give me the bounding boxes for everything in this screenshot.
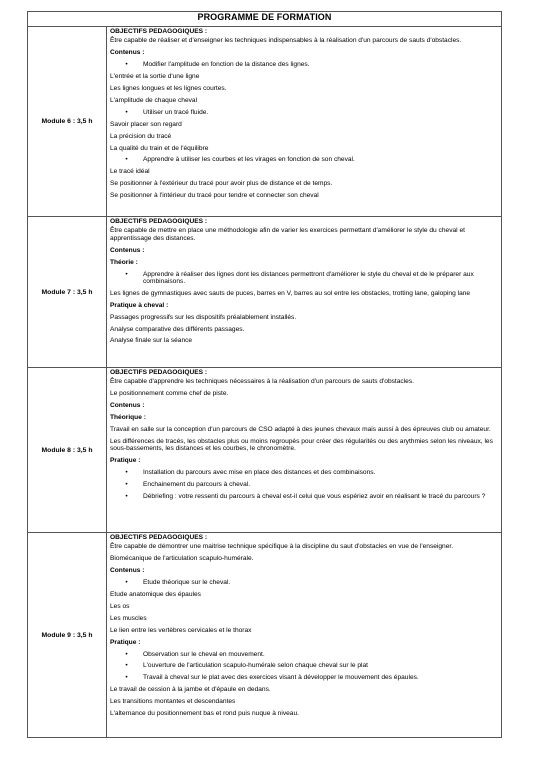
programme-table [27, 11, 502, 738]
bullet-text: Modifier l'amplitude en fonction de la distance des lignes. [143, 61, 310, 69]
bullet-text: Débriefing : votre ressenti du parcours à cheval est-il celui que vous espériez avoir en réalisant le tracé du parcours ? [143, 492, 486, 500]
content-line: Analyse finale sur la séance [110, 337, 193, 345]
bullet-text: Enchainement du parcours à cheval. [143, 481, 251, 489]
section-heading: Théorique : [110, 414, 146, 422]
section-heading: Contenus : [110, 49, 145, 57]
section-heading: Pratique : [110, 638, 141, 646]
bullet-dot-icon: • [125, 579, 128, 587]
bullet-text: Utiliser un tracé fluide. [143, 108, 209, 116]
section-heading: OBJECTIFS PEDAGOGIQUES : [110, 28, 208, 35]
content-line: Les différences de tracés, les obstacles plus ou moins regroupés pour créer des régularités ou des arythmies selon les niveaux, les sous-bassements, les distances et les courbes, le chronomètre. [110, 437, 493, 453]
module-label: Module 7 : 3,5 h [28, 217, 107, 368]
section-heading: Contenus : [110, 402, 145, 410]
content-line: Savoir placer son regard [110, 120, 182, 128]
module-content [107, 217, 502, 368]
content-line: Être capable d'apprendre les techniques nécessaires à la réalisation d'un parcours de sauts d'obstacles. [110, 378, 414, 386]
bullet-dot-icon: • [125, 156, 128, 164]
module-row [28, 368, 502, 533]
content-line: Les transitions montantes et descendantes [110, 698, 236, 706]
bullet-text: Observation sur le cheval en mouvement. [143, 650, 265, 658]
module-label: Module 6 : 3,5 h [28, 27, 107, 217]
content-line: Être capable de réaliser et d'enseigner les techniques indispensables à la réalisation d'un parcours de sauts d'obstacles. [110, 37, 462, 45]
bullet-item [110, 109, 497, 116]
content-line: Biomécanique de l'articulation scapulo-humérale. [110, 555, 254, 563]
content-line: Se positionner à l'intérieur du tracé pour tendre et connecter son cheval [110, 192, 319, 200]
section-heading: Contenus : [110, 246, 145, 254]
bullet-text: L'ouverture de l'articulation scapulo-humérale selon chaque cheval sur le plat [143, 662, 369, 670]
section-heading: Pratique : [110, 457, 141, 465]
bullet-text: Apprendre à utiliser les courbes et les virages en fonction de son cheval. [143, 156, 355, 164]
section-heading: Contenus : [110, 567, 145, 575]
content-line: Être capable de démontrer une maitrise technique spécifique à la discipline du saut d'obstacles en vue de l'enseigner. [110, 543, 454, 551]
module-row [28, 533, 502, 738]
content-line: Le tracé idéal [110, 168, 150, 176]
content-line: Se positionner à l'extérieur du tracé pour avoir plus de distance et de temps. [110, 180, 333, 188]
module-label: Module 8 : 3,5 h [28, 368, 107, 533]
content-line: La qualité du train et de l'équilibre [110, 144, 209, 152]
bullet-item [110, 61, 497, 68]
module-rows [28, 27, 502, 738]
content-line: Les lignes de gymnastiques avec sauts de puces, barres en V, barres au sol entre les obstacles, trotting lane, galoping lane [110, 289, 471, 297]
bullet-item [110, 469, 497, 476]
bullet-text: Installation du parcours avec mise en place des distances et des combinaisons. [143, 469, 376, 477]
module-content [107, 368, 502, 533]
table-title: PROGRAMME DE FORMATION [28, 12, 502, 27]
module-label: Module 9 : 3,5 h [28, 533, 107, 738]
section-heading: OBJECTIFS PEDAGOGIQUES : [110, 369, 208, 376]
bullet-text: Apprendre à réaliser des lignes dont les distances permettront d'améliorer le style du cheval et de le préparer aux combinaisons. [143, 270, 474, 285]
module-content [107, 533, 502, 738]
bullet-dot-icon: • [125, 270, 128, 278]
document-page [27, 11, 501, 738]
content-line: Les os [110, 602, 130, 610]
content-line: Passages progressifs sur les dispositifs préalablement installés. [110, 313, 297, 321]
content-line: Le positionnement comme chef de piste. [110, 390, 229, 398]
content-line: L'amplitude de chaque cheval [110, 96, 198, 104]
bullet-text: Etude théorique sur le cheval. [143, 579, 231, 587]
content-line: La précision du tracé [110, 132, 172, 140]
bullet-item [110, 493, 497, 500]
bullet-dot-icon: • [125, 662, 128, 670]
content-line: Travail en salle sur la conception d'un parcours de CSO adapté à des jeunes chevaux mais aussi à des épreuves club ou amateur. [110, 426, 491, 434]
section-heading: OBJECTIFS PEDAGOGIQUES : [110, 218, 208, 225]
bullet-dot-icon: • [125, 650, 128, 658]
bullet-dot-icon: • [125, 61, 128, 69]
bullet-item [110, 481, 497, 488]
bullet-dot-icon: • [125, 481, 128, 489]
table-header-row [28, 12, 502, 27]
bullet-dot-icon: • [125, 674, 128, 682]
bullet-dot-icon: • [125, 469, 128, 477]
module-content [107, 27, 502, 217]
bullet-item [110, 674, 497, 681]
section-heading: Pratique à cheval : [110, 301, 169, 309]
content-line: Être capable de mettre en place une méthodologie afin de varier les exercices permettant d'améliorer le style du cheval et apprentissage des distances. [110, 227, 465, 242]
bullet-dot-icon: • [125, 492, 128, 500]
content-line: Les muscles [110, 614, 147, 622]
bullet-dot-icon: • [125, 108, 128, 116]
content-line: Analyse comparative des différents passages. [110, 325, 245, 333]
module-row [28, 217, 502, 368]
bullet-item [110, 271, 497, 286]
bullet-item [110, 662, 497, 669]
content-line: Etude anatomique des épaules [110, 591, 201, 599]
bullet-text: Travail à cheval sur le plat avec des exercices visant à développer le mouvement des épaules. [143, 674, 419, 682]
section-heading: Théorie : [110, 258, 138, 266]
content-line: L'alternance du positionnement bas et rond puis nuque à niveau. [110, 710, 299, 718]
module-row [28, 27, 502, 217]
content-line: Les lignes longues et les lignes courtes. [110, 85, 227, 93]
bullet-item [110, 156, 497, 163]
bullet-item [110, 579, 497, 586]
content-line: Le travail de cession à la jambe et d'épaule en dedans. [110, 686, 271, 694]
section-heading: OBJECTIFS PEDAGOGIQUES : [110, 534, 208, 541]
content-line: Le lien entre les vertèbres cervicales et le thorax [110, 626, 252, 634]
content-line: L'entrée et la sortie d'une ligne [110, 73, 200, 81]
bullet-item [110, 651, 497, 658]
